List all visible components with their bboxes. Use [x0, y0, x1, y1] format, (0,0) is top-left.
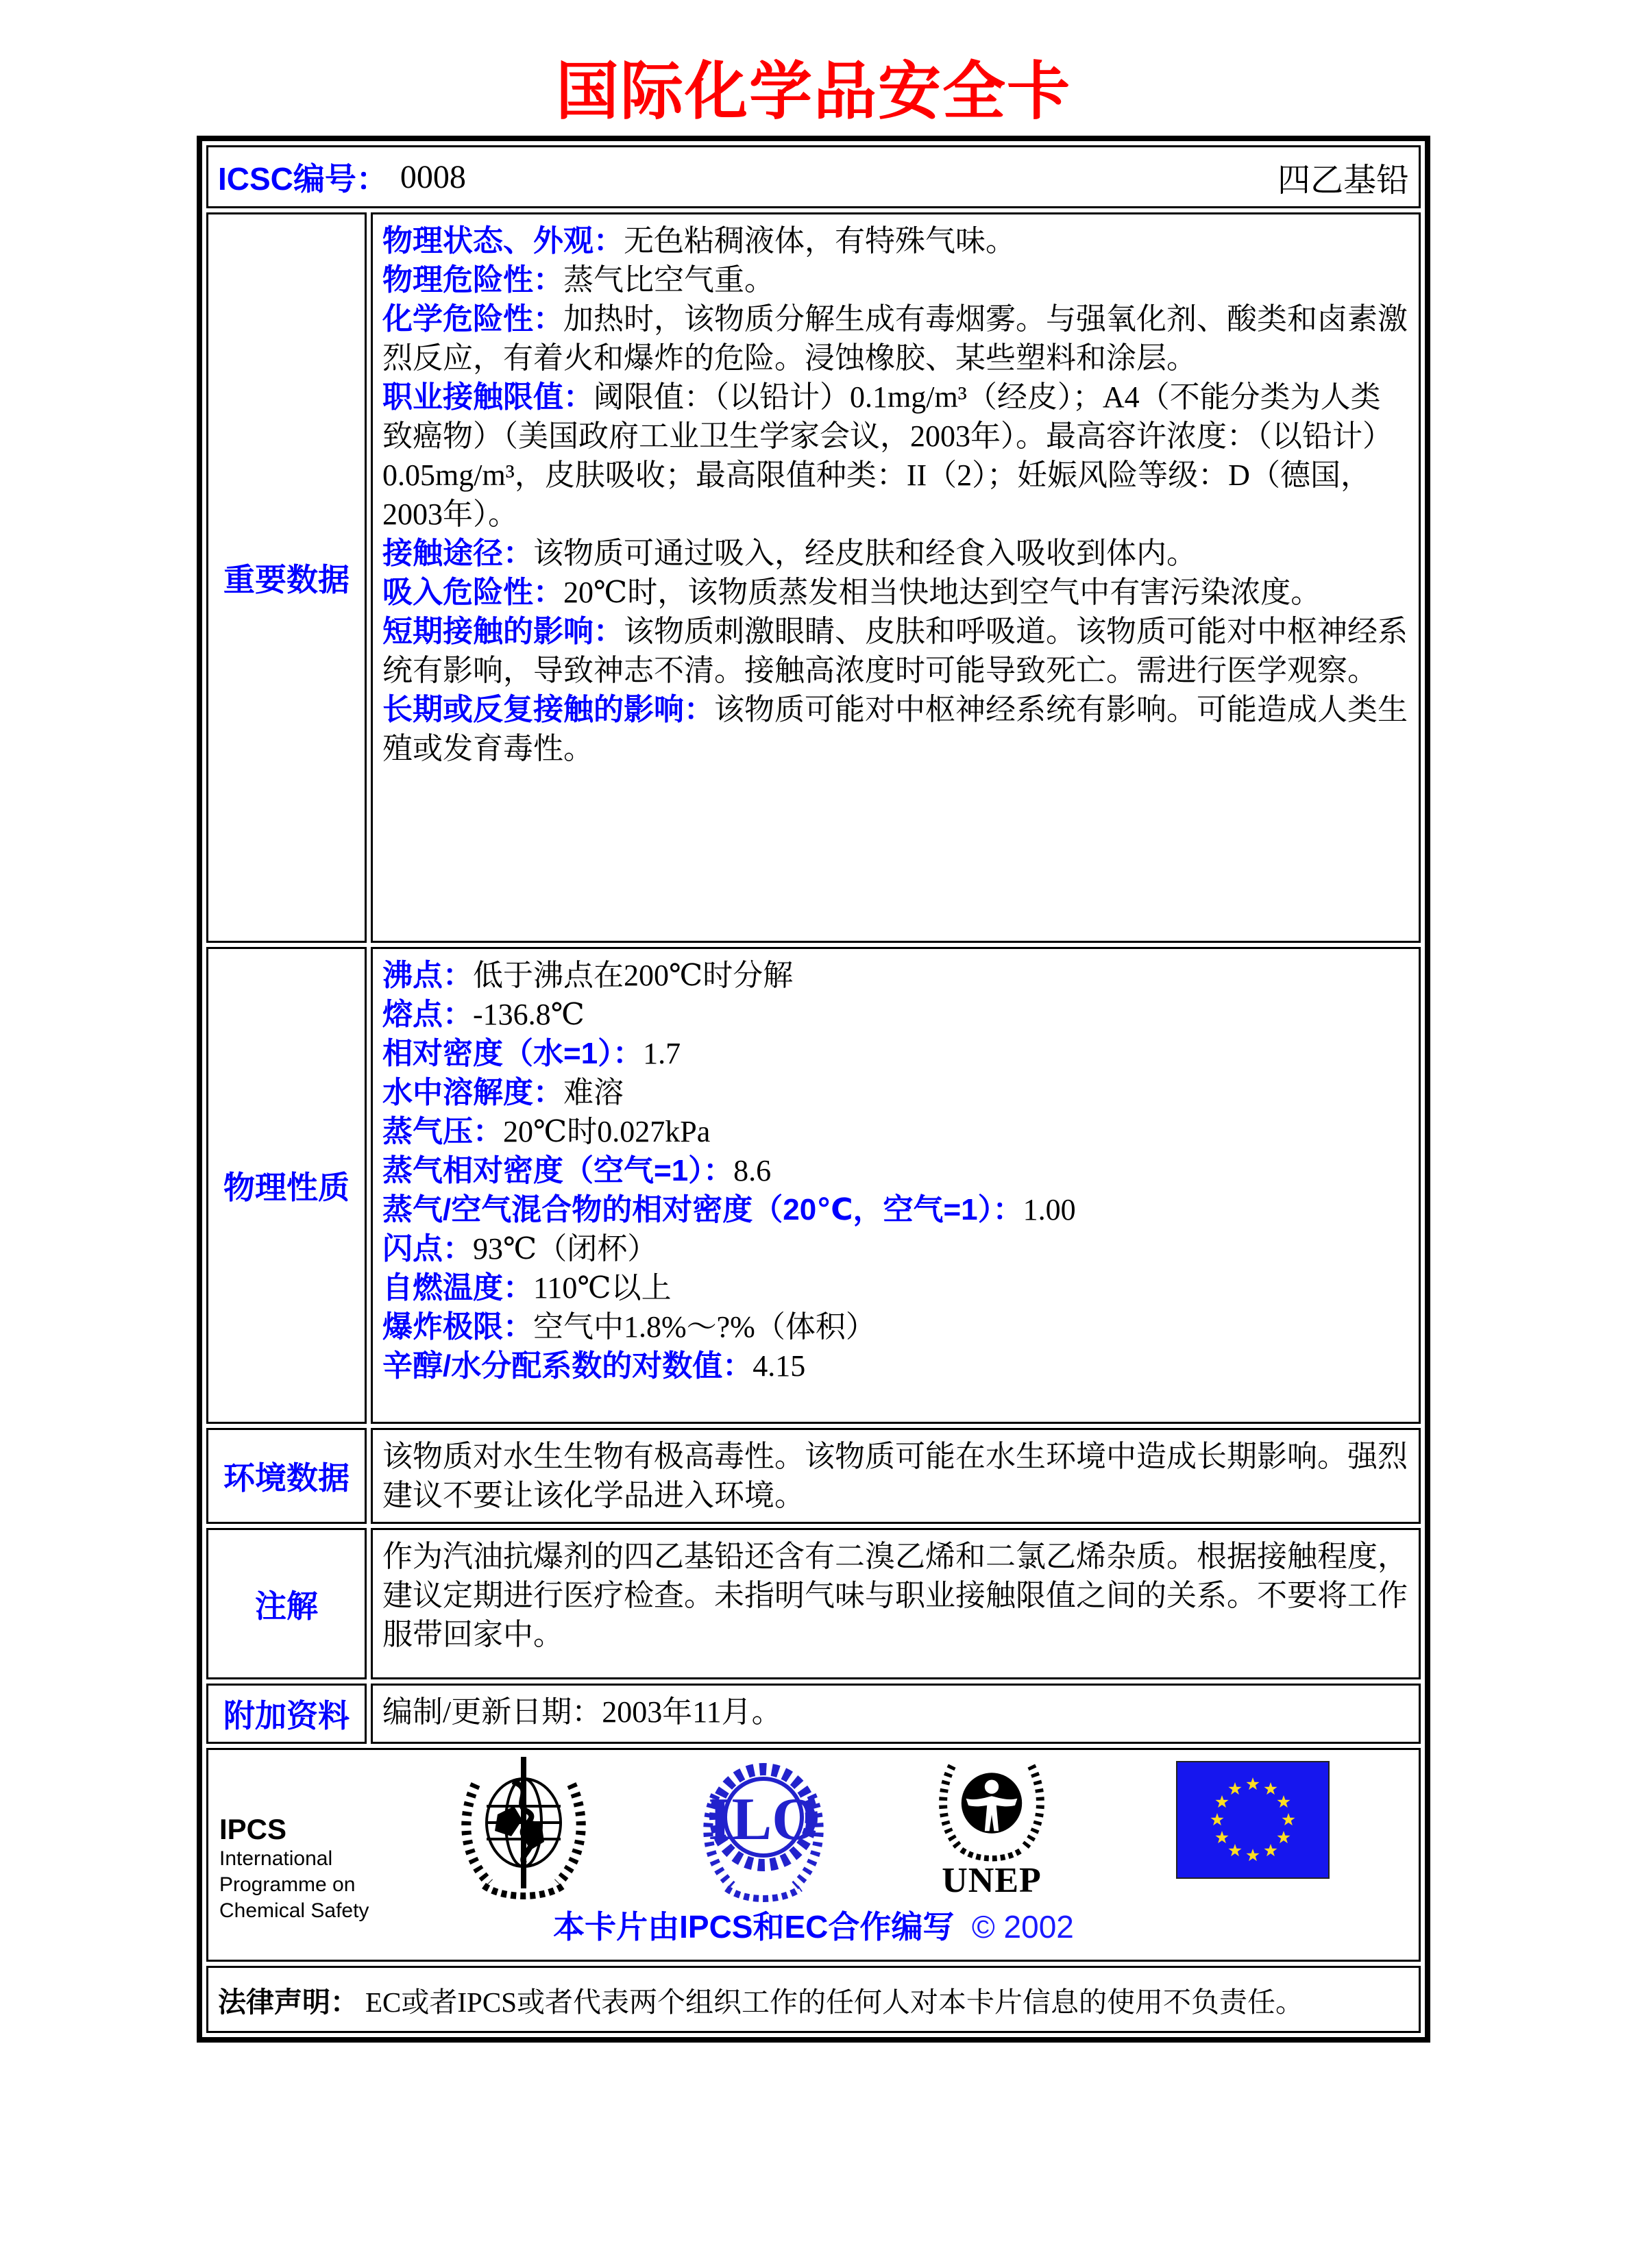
- card-header-row: [206, 145, 1421, 208]
- important-item: [382, 612, 1409, 690]
- field-label: 职业接触限值：: [382, 380, 594, 414]
- field-value: 该物质可能对中枢神经系统有影响。可能造成人类生殖或发育毒性。: [382, 693, 1408, 765]
- credit-text: 本卡片由IPCS和EC合作编写: [553, 1909, 955, 1945]
- ilo-letters: ILO: [708, 1786, 819, 1853]
- section-content-notes: [371, 1528, 1421, 1679]
- field-value: -136.8℃: [473, 998, 585, 1031]
- field-value: 110℃以上: [533, 1271, 672, 1305]
- field-label: 长期或反复接触的影响：: [382, 693, 714, 726]
- important-item: [382, 573, 1409, 612]
- notes-text: 作为汽油抗爆剂的四乙基铅还含有二溴乙烯和二氯乙烯杂质。根据接触程度，建议定期进行医疗检查。未指明气味与职业接触限值之间的关系。不要将工作服带回家中。: [382, 1540, 1408, 1651]
- field-label: 闪点：: [382, 1232, 473, 1266]
- section-label-environmental-data: 环境数据: [206, 1428, 367, 1524]
- section-label-physical-properties: 物理性质: [206, 947, 367, 1424]
- field-label: 沸点：: [382, 959, 473, 992]
- field-label: 物理状态、外观：: [382, 224, 624, 258]
- important-item: [382, 221, 1409, 260]
- icsc-card: [197, 136, 1430, 2043]
- credit-line: [208, 1902, 1419, 1947]
- document-page: [197, 57, 1430, 2043]
- ipcs-acronym: IPCS: [219, 1813, 287, 1845]
- field-value: 93℃（闭杯）: [473, 1232, 658, 1266]
- physical-item: [382, 1307, 1409, 1346]
- unep-emblem-icon: [933, 1754, 1050, 1864]
- field-value: 4.15: [753, 1349, 806, 1383]
- field-value: 8.6: [733, 1154, 772, 1187]
- legal-notice-text: EC或者IPCS或者代表两个组织工作的任何人对本卡片信息的使用不负责任。: [365, 1986, 1304, 2018]
- physical-item: [382, 1190, 1409, 1229]
- section-label-important-data: 重要数据: [206, 212, 367, 943]
- icsc-number-value: 0008: [400, 158, 466, 195]
- section-label-additional-information: 附加资料: [206, 1684, 367, 1744]
- important-item: [382, 260, 1409, 299]
- field-value: 该物质刺激眼睛、皮肤和呼吸道。该物质可能对中枢神经系统有影响，导致神志不清。接触高浓度时可能导致死亡。需进行医学观察。: [382, 615, 1408, 687]
- field-label: 爆炸极限：: [382, 1310, 533, 1344]
- row-legal-notice: [206, 1966, 1421, 2033]
- physical-item: [382, 1034, 1409, 1073]
- row-notes: [206, 1528, 1421, 1679]
- physical-item: [382, 995, 1409, 1034]
- field-value: 阈限值：（以铅计）0.1mg/m³（经皮）；A4（不能分类为人类致癌物）（美国政府工业卫生学家会议，2003年）。最高容许浓度：（以铅计）0.05mg/m³，皮肤吸收；最高限值种类：II（2）；妊娠风险等级：D（德国，2003年）。: [382, 380, 1393, 531]
- who-emblem-icon: [456, 1754, 591, 1909]
- ipcs-line: International: [219, 1847, 333, 1870]
- section-content-environmental-data: [371, 1428, 1421, 1524]
- field-value: 加热时，该物质分解生成有毒烟雾。与强氧化剂、酸类和卤素激烈反应，有着火和爆炸的危险。浸蚀橡胶、某些塑料和涂层。: [382, 302, 1408, 375]
- row-physical-properties: [206, 947, 1421, 1424]
- field-label: 吸入危险性：: [382, 576, 563, 609]
- field-label: 物理危险性：: [382, 263, 563, 297]
- physical-item: [382, 1112, 1409, 1151]
- physical-item: [382, 1229, 1409, 1268]
- section-content-physical-properties: [371, 947, 1421, 1424]
- environment-text: 该物质对水生生物有极高毒性。该物质可能在水生环境中造成长期影响。强烈建议不要让该化学品进入环境。: [382, 1440, 1408, 1512]
- copyright-text: © 2002: [971, 1909, 1074, 1945]
- field-label: 水中溶解度：: [382, 1076, 563, 1109]
- field-label: 化学危险性：: [382, 302, 563, 336]
- important-item: [382, 299, 1409, 378]
- important-item: [382, 534, 1409, 573]
- field-label: 相对密度（水=1）：: [382, 1037, 644, 1070]
- field-value: 空气中1.8%～?%（体积）: [533, 1310, 876, 1344]
- unep-wordmark: UNEP: [942, 1861, 1042, 1900]
- field-value: 20℃时，该物质蒸发相当快地达到空气中有害污染浓度。: [563, 576, 1321, 609]
- chemical-name: 四乙基铅: [1277, 162, 1409, 199]
- physical-item: [382, 1346, 1409, 1385]
- physical-item: [382, 1073, 1409, 1112]
- legal-notice-label: 法律声明：: [218, 1986, 358, 2018]
- field-value: 低于沸点在200℃时分解: [473, 959, 794, 992]
- field-label: 接触途径：: [382, 537, 533, 570]
- physical-item: [382, 956, 1409, 995]
- field-value: 蒸气比空气重。: [563, 263, 774, 297]
- row-additional-information: [206, 1684, 1421, 1744]
- section-content-important-data: [371, 212, 1421, 943]
- icsc-number-label: ICSC编号：: [218, 161, 388, 197]
- section-label-notes: 注解: [206, 1528, 367, 1679]
- physical-item: [382, 1151, 1409, 1190]
- field-label: 蒸气压：: [382, 1115, 503, 1148]
- important-item: [382, 690, 1409, 768]
- field-value: 无色粘稠液体，有特殊气味。: [624, 224, 1016, 258]
- unep-logo: [933, 1754, 1050, 1899]
- field-label: 蒸气/空气混合物的相对密度（20℃，空气=1）：: [382, 1193, 1023, 1227]
- additional-text: 编制/更新日期：2003年11月。: [382, 1695, 782, 1729]
- field-value: 20℃时0.027kPa: [503, 1115, 711, 1148]
- row-logos: [206, 1748, 1421, 1962]
- ipcs-line: Chemical Safety: [219, 1899, 369, 1922]
- eu-flag-icon: [1176, 1761, 1330, 1879]
- page-title: 国际化学品安全卡: [555, 57, 1071, 127]
- field-label: 熔点：: [382, 998, 473, 1031]
- row-important-data: [206, 212, 1421, 943]
- field-label: 辛醇/水分配系数的对数值：: [382, 1349, 753, 1383]
- section-content-additional-information: [371, 1684, 1421, 1744]
- physical-item: [382, 1268, 1409, 1307]
- field-label: 短期接触的影响：: [382, 615, 624, 648]
- field-value: 1.7: [643, 1037, 681, 1070]
- field-label: 自燃温度：: [382, 1271, 533, 1305]
- ilo-emblem-icon: [696, 1754, 831, 1909]
- important-item: [382, 378, 1409, 534]
- field-value: 该物质可通过吸入，经皮肤和经食入吸收到体内。: [533, 537, 1197, 570]
- field-value: 难溶: [563, 1076, 624, 1109]
- ipcs-line: Programme on: [219, 1873, 356, 1896]
- field-label: 蒸气相对密度（空气=1）：: [382, 1154, 734, 1187]
- field-value: 1.00: [1023, 1193, 1076, 1227]
- row-environmental-data: [206, 1428, 1421, 1524]
